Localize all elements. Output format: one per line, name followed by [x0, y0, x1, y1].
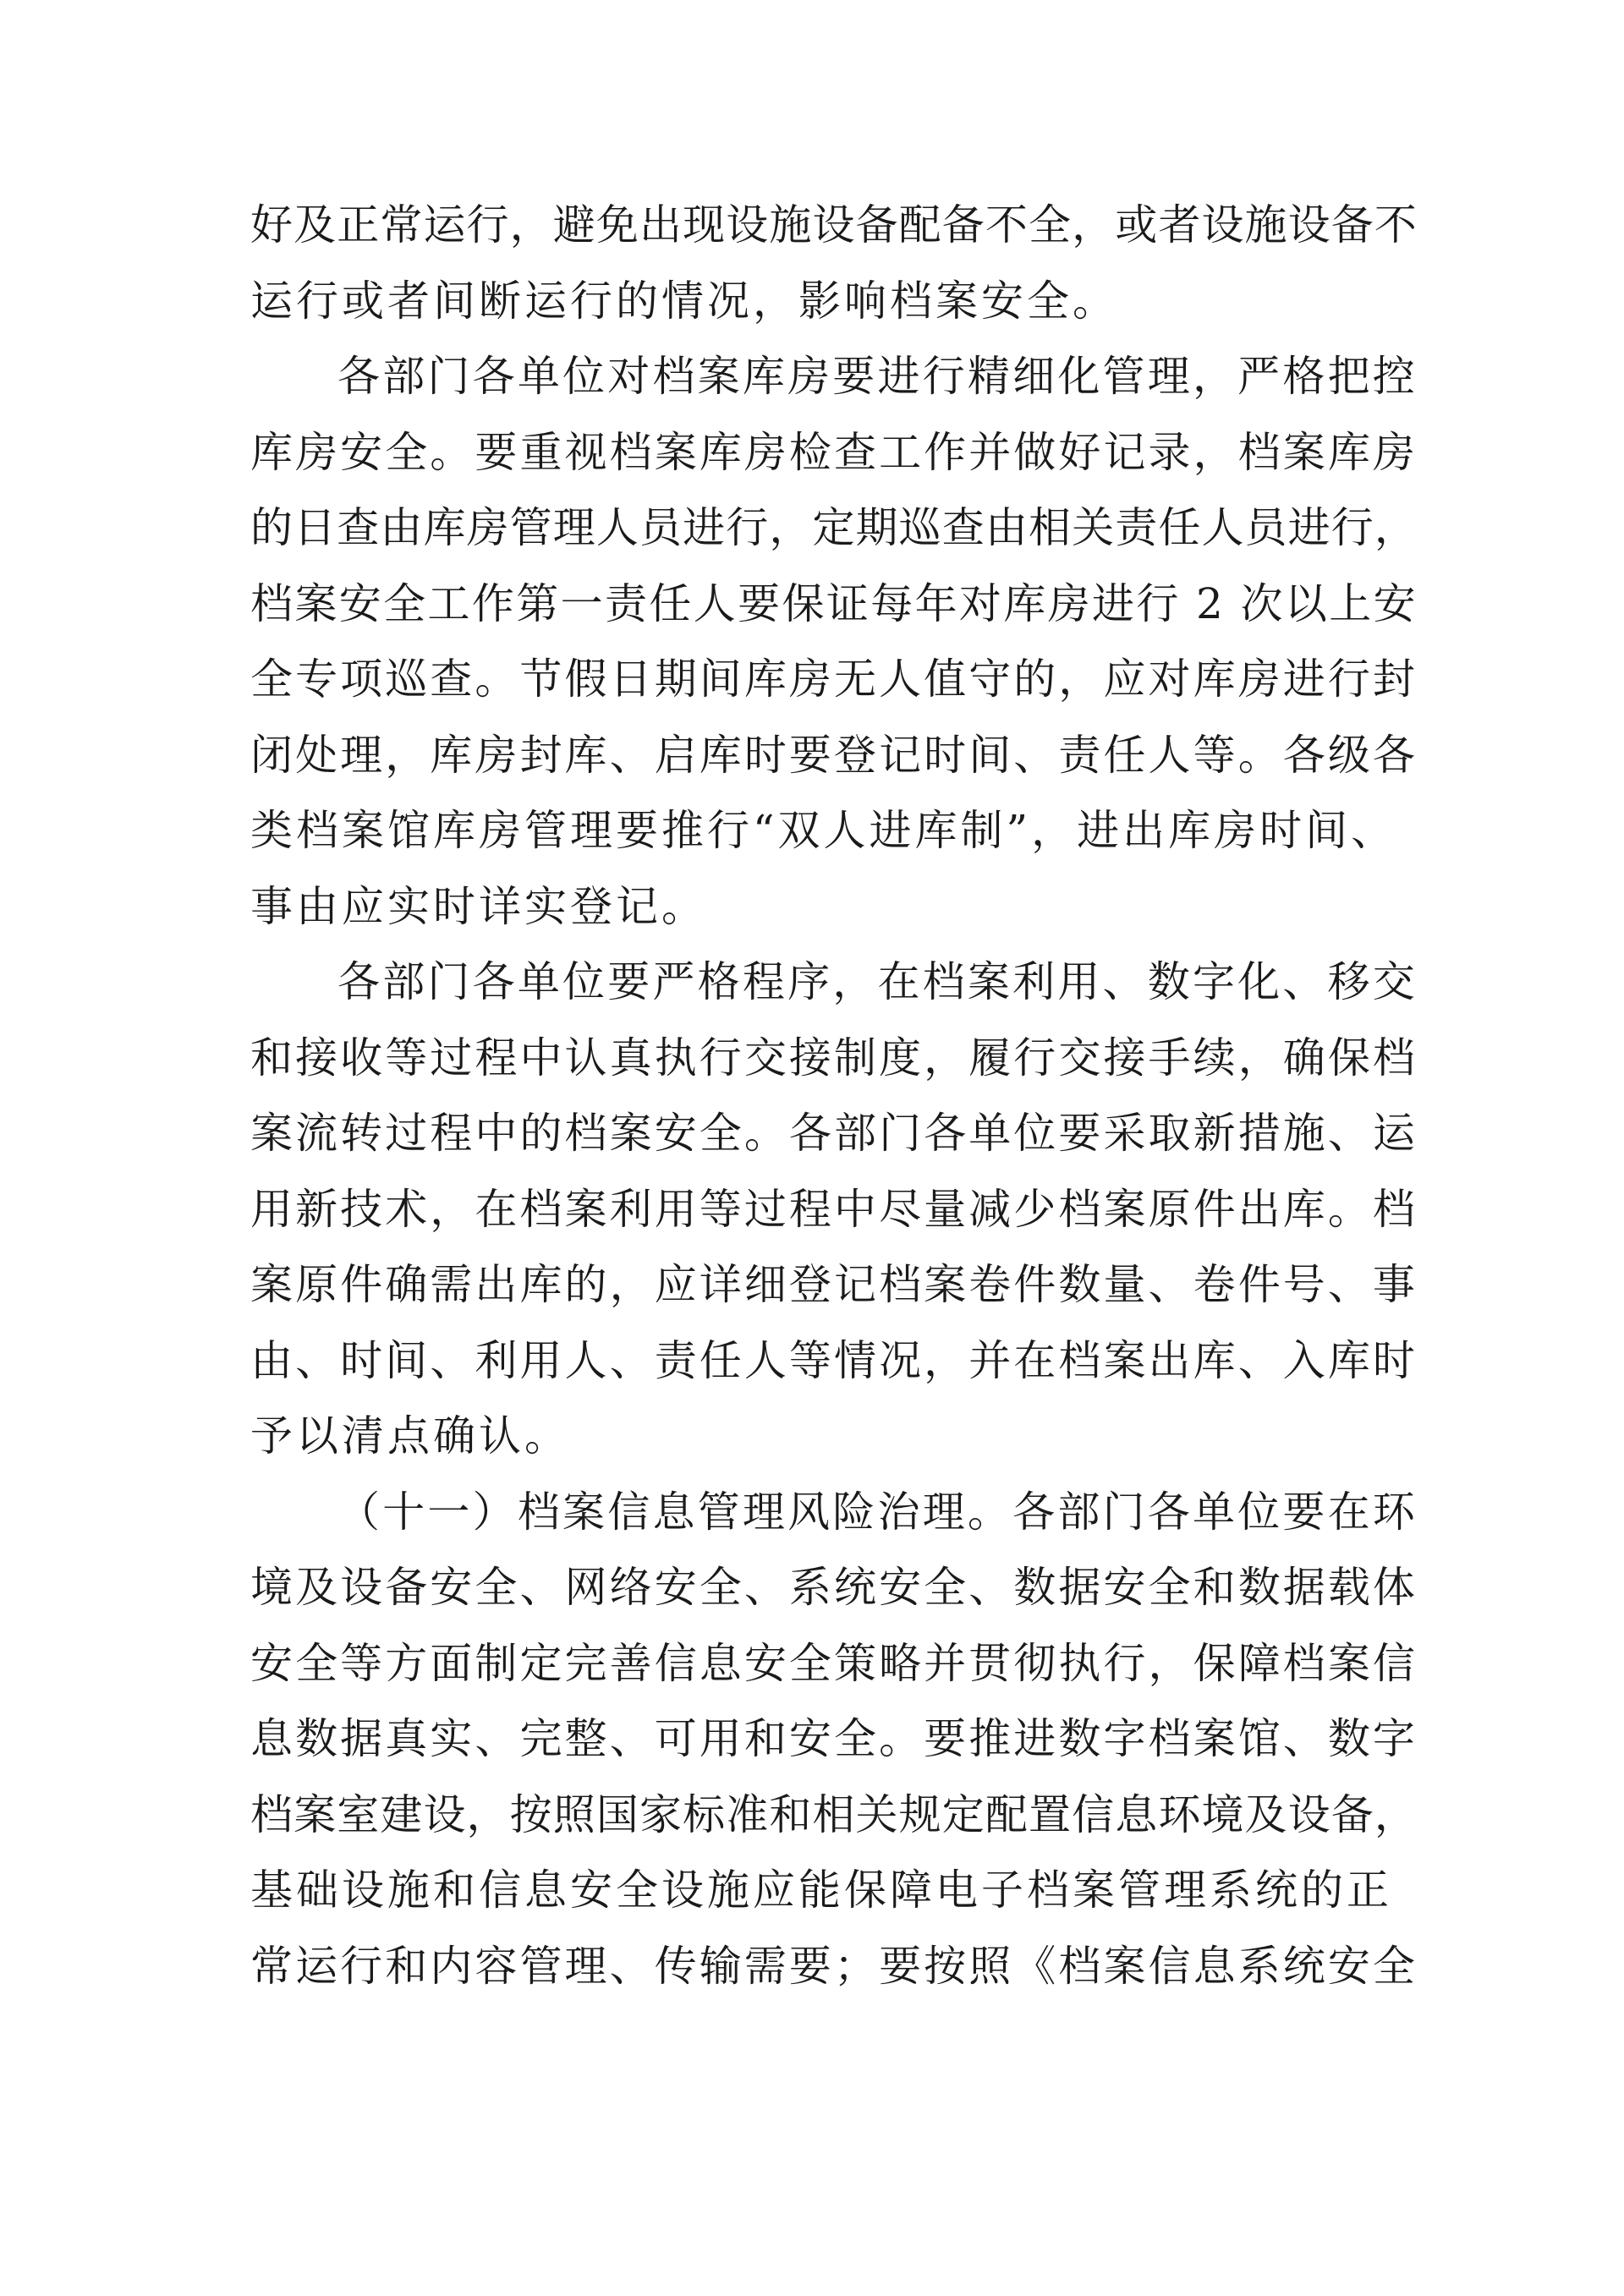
- text-line-22: 档案室建设，按照国家标准和相关规定配置信息环境及设备，: [250, 1789, 1418, 1839]
- text-line-5: 的日查由库房管理人员进行，定期巡查由相关责任人员进行，: [250, 503, 1418, 552]
- text-line-1: 好及正常运行，避免出现设施设备配备不全，或者设施设备不: [250, 200, 1418, 249]
- text-line-3: 各部门各单位对档案库房要进行精细化管理，严格把控: [337, 352, 1418, 401]
- text-line-13: 案流转过程中的档案安全。各部门各单位要采取新措施、运: [250, 1109, 1418, 1158]
- text-line-21: 息数据真实、完整、可用和安全。要推进数字档案馆、数字: [250, 1714, 1418, 1763]
- text-line-4: 库房安全。要重视档案库房检查工作并做好记录，档案库房: [250, 427, 1418, 477]
- text-line-7: 全专项巡查。节假日期间库房无人值守的，应对库房进行封: [250, 655, 1418, 704]
- text-line-9: 类档案馆库房管理要推行“双人进库制”，进出库房时间、: [250, 806, 1397, 855]
- text-line-2: 运行或者间断运行的情况，影响档案安全。: [250, 276, 1118, 326]
- text-line-20: 安全等方面制定完善信息安全策略并贯彻执行，保障档案信: [250, 1638, 1418, 1688]
- text-line-8: 闭处理，库房封库、启库时要登记时间、责任人等。各级各: [250, 730, 1418, 780]
- body-text: [250, 188, 1435, 2004]
- text-line-18: （十一）档案信息管理风险治理。各部门各单位要在环: [337, 1487, 1418, 1537]
- text-line-14: 用新技术，在档案利用等过程中尽量减少档案原件出库。档: [250, 1184, 1418, 1234]
- text-line-16: 由、时间、利用人、责任人等情况，并在档案出库、入库时: [250, 1335, 1418, 1385]
- text-line-24: 常运行和内容管理、传输需要；要按照《档案信息系统安全: [250, 1941, 1418, 1991]
- text-line-11: 各部门各单位要严格程序，在档案利用、数字化、移交: [337, 957, 1418, 1006]
- text-line-6: 档案安全工作第一责任人要保证每年对库房进行 2 次以上安: [250, 578, 1418, 628]
- text-line-12: 和接收等过程中认真执行交接制度，履行交接手续，确保档: [250, 1033, 1418, 1082]
- text-line-15: 案原件确需出库的，应详细登记档案卷件数量、卷件号、事: [250, 1260, 1418, 1309]
- text-line-23: 基础设施和信息安全设施应能保障电子档案管理系统的正: [250, 1866, 1392, 1915]
- text-line-10: 事由应实时详实登记。: [250, 881, 707, 931]
- text-line-17: 予以清点确认。: [250, 1411, 570, 1460]
- text-line-19: 境及设备安全、网络安全、系统安全、数据安全和数据载体: [250, 1563, 1418, 1612]
